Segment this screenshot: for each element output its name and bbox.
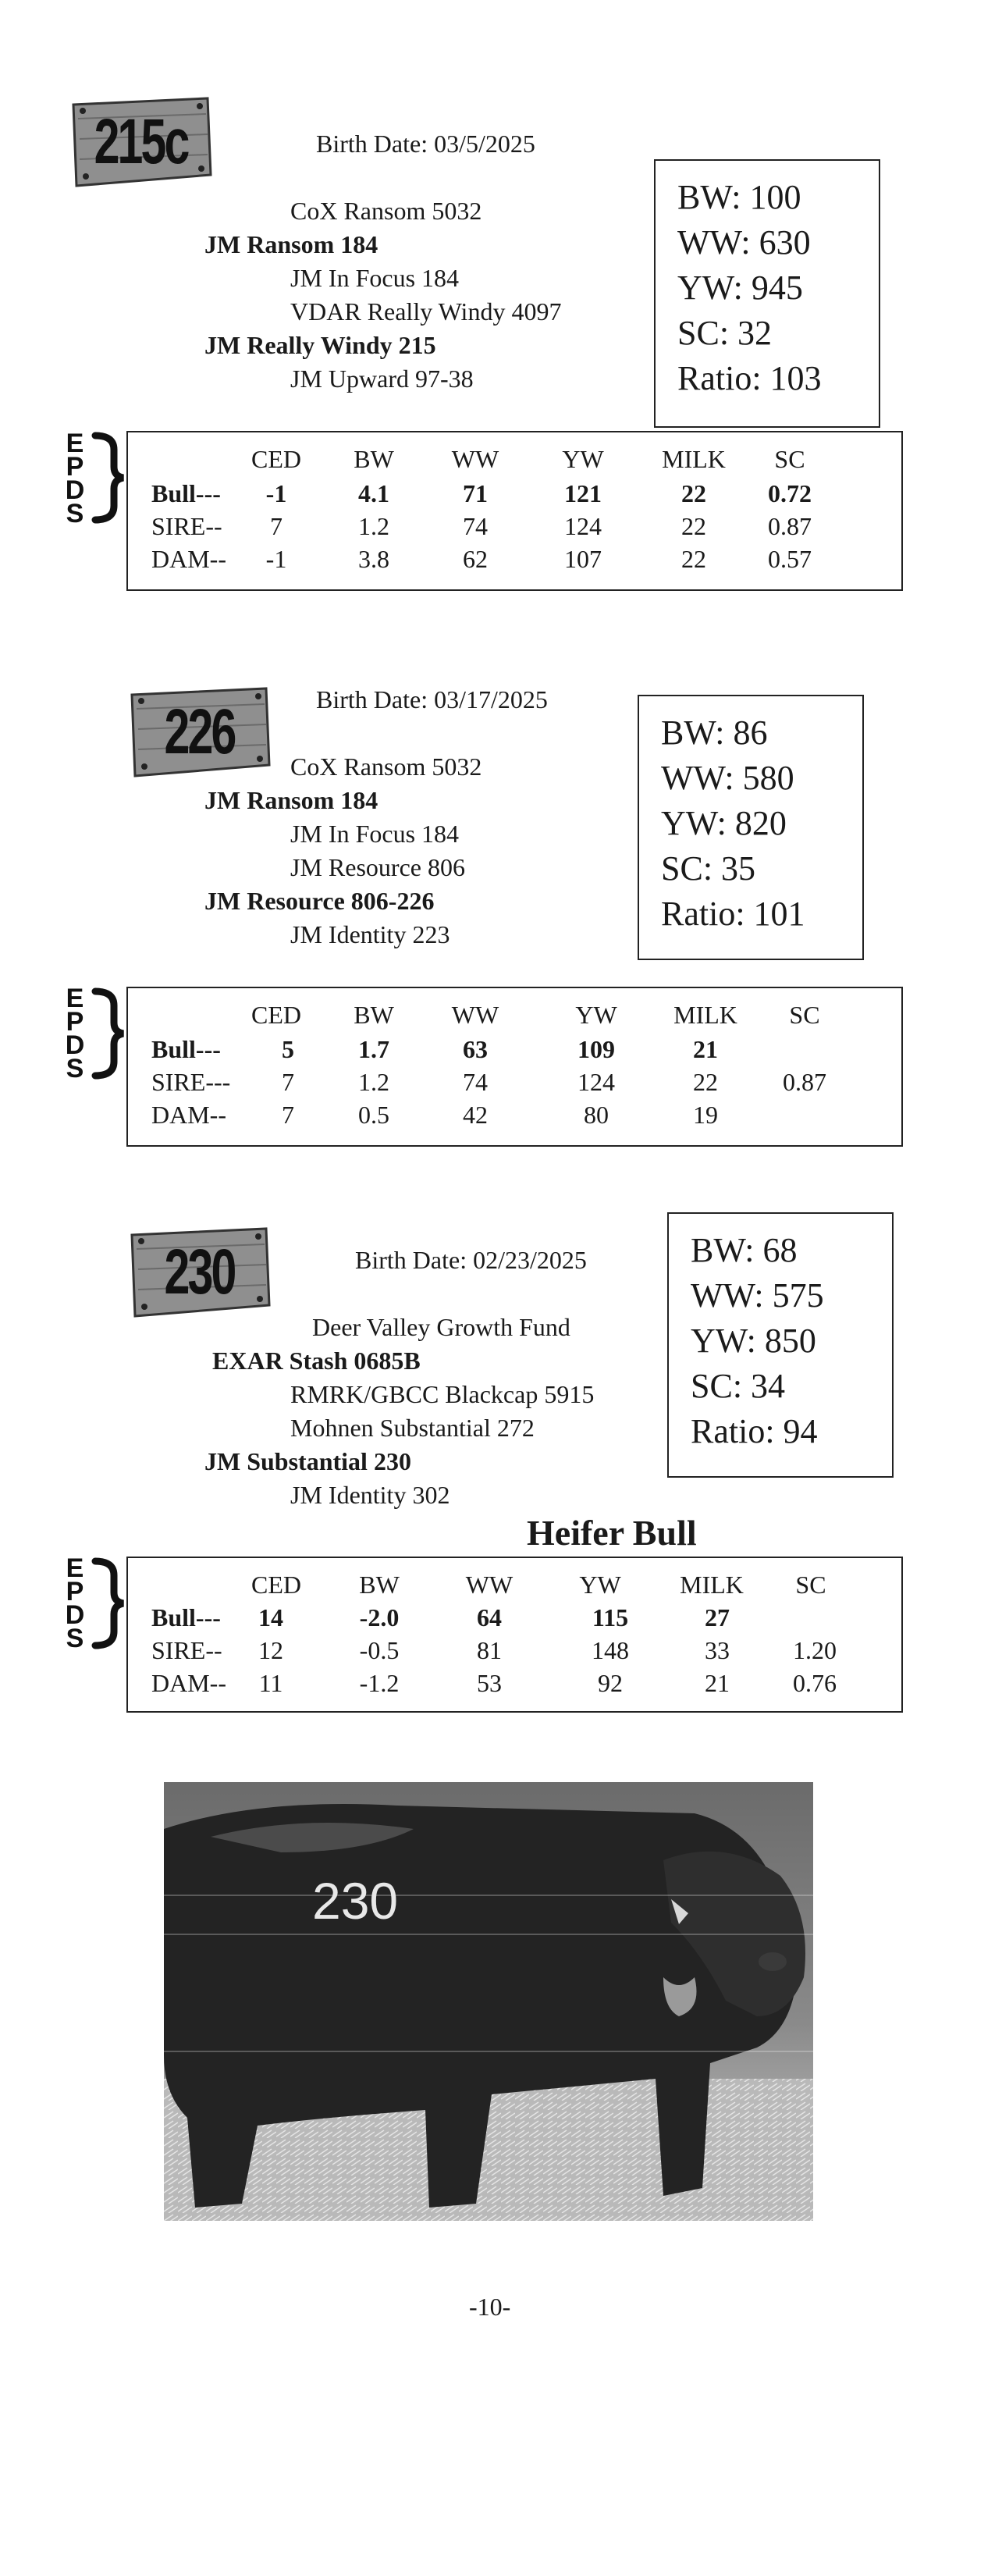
birth-date: Birth Date: 02/23/2025 [355, 1246, 587, 1274]
epd-col-ww: WW [451, 1001, 499, 1029]
pedigree-sire-dam: RMRK/GBCC Blackcap 5915 [290, 1380, 595, 1408]
pedigree-dam: JM Substantial 230 [204, 1447, 411, 1475]
epd-col-milk: MILK [680, 1571, 744, 1599]
epd-row-bull: Bull--- 14 -2.0 64 115 27 [151, 1603, 730, 1631]
epd-col-sc: SC [795, 1571, 826, 1599]
performance-stats-box [667, 1212, 894, 1478]
epds-label: E P D S [65, 429, 85, 528]
stat-bw: BW: 68 [691, 1231, 798, 1269]
epd-col-milk: MILK [673, 1001, 737, 1029]
stat-yw: YW: 850 [691, 1322, 816, 1360]
stat-ratio: Ratio: 101 [661, 895, 805, 933]
epd-col-ww: WW [465, 1571, 513, 1599]
stat-sc: SC: 34 [691, 1367, 786, 1405]
pedigree-dam-dam: JM Upward 97-38 [290, 365, 474, 393]
stat-yw: YW: 820 [661, 804, 787, 842]
performance-stats-box [654, 159, 880, 428]
epd-col-yw: YW [579, 1571, 621, 1599]
epd-col-bw: BW [359, 1571, 400, 1599]
epd-col-yw: YW [562, 445, 604, 473]
epd-header-row [128, 445, 901, 476]
pedigree-dam-sire: JM Resource 806 [290, 853, 465, 881]
heifer-bull-note: Heifer Bull [527, 1513, 697, 1553]
stat-sc: SC: 35 [661, 849, 756, 888]
epd-row-bull: Bull--- 5 1.7 63 109 21 [151, 1035, 718, 1063]
pedigree-dam: JM Really Windy 215 [204, 331, 436, 359]
pedigree-sire-sire: CoX Ransom 5032 [290, 753, 482, 781]
curly-brace-icon [91, 1557, 126, 1650]
epd-col-bw: BW [354, 445, 394, 473]
pedigree-sire: EXAR Stash 0685B [212, 1347, 421, 1375]
pedigree-dam-sire: VDAR Really Windy 4097 [290, 297, 562, 326]
pedigree-sire-sire: Deer Valley Growth Fund [312, 1313, 570, 1341]
birth-date: Birth Date: 03/5/2025 [316, 130, 535, 158]
epd-table [126, 431, 903, 591]
pedigree-sire-sire: CoX Ransom 5032 [290, 197, 482, 225]
epd-col-milk: MILK [662, 445, 726, 473]
lot-tag-number: 226 [164, 696, 235, 767]
photo-tag-number: 230 [312, 1872, 399, 1930]
epds-label: E P D S [65, 984, 85, 1083]
pedigree-dam-dam: JM Identity 302 [290, 1481, 450, 1509]
epd-table [126, 987, 903, 1147]
pedigree-dam-dam: JM Identity 223 [290, 920, 450, 948]
epd-row-sire: SIRE--- 7 1.2 74 124 22 0.87 [151, 1068, 826, 1096]
bull-photo [164, 1782, 813, 2221]
stat-sc: SC: 32 [677, 314, 773, 352]
pedigree-dam-sire: Mohnen Substantial 272 [290, 1414, 535, 1442]
stat-bw: BW: 100 [677, 178, 801, 216]
page-number: -10- [469, 2293, 511, 2321]
pedigree-sire: JM Ransom 184 [204, 230, 378, 258]
epd-col-ced: CED [251, 445, 301, 473]
lot-tag-sign [69, 95, 213, 189]
epd-header-row [128, 1001, 901, 1032]
epd-row-bull: Bull--- -1 4.1 71 121 22 0.72 [151, 479, 812, 507]
epd-col-yw: YW [575, 1001, 617, 1029]
curly-brace-icon [91, 987, 126, 1080]
epd-col-sc: SC [789, 1001, 820, 1029]
pedigree-sire-dam: JM In Focus 184 [290, 264, 460, 292]
epd-col-sc: SC [774, 445, 805, 473]
epd-row-dam: DAM-- 7 0.5 42 80 19 [151, 1101, 718, 1129]
stat-ww: WW: 575 [691, 1276, 824, 1315]
epd-col-ced: CED [251, 1001, 301, 1029]
stat-yw: YW: 945 [677, 269, 803, 307]
stat-ww: WW: 580 [661, 759, 794, 797]
lot-tag-sign [127, 685, 272, 779]
lot-tag-sign [127, 1226, 272, 1319]
epd-row-dam: DAM-- 11 -1.2 53 92 21 0.76 [151, 1669, 837, 1697]
stat-ratio: Ratio: 103 [677, 359, 822, 397]
pedigree-sire: JM Ransom 184 [204, 786, 378, 814]
epd-col-ced: CED [251, 1571, 301, 1599]
birth-date: Birth Date: 03/17/2025 [316, 685, 548, 713]
curly-brace-icon [91, 431, 126, 525]
epd-table [126, 1557, 903, 1713]
epd-header-row [128, 1571, 901, 1602]
epd-row-sire: SIRE-- 7 1.2 74 124 22 0.87 [151, 512, 812, 540]
epd-row-dam: DAM-- -1 3.8 62 107 22 0.57 [151, 545, 812, 573]
stat-bw: BW: 86 [661, 713, 768, 752]
stat-ratio: Ratio: 94 [691, 1412, 818, 1450]
pedigree-dam: JM Resource 806-226 [204, 887, 435, 915]
lot-tag-number: 230 [164, 1236, 235, 1308]
epd-col-bw: BW [354, 1001, 394, 1029]
stat-ww: WW: 630 [677, 223, 811, 262]
lot-tag-number: 215c [94, 106, 188, 177]
performance-stats-box [638, 695, 864, 960]
epds-label: E P D S [65, 1553, 85, 1653]
pedigree-sire-dam: JM In Focus 184 [290, 820, 460, 848]
epd-col-ww: WW [451, 445, 499, 473]
epd-row-sire: SIRE-- 12 -0.5 81 148 33 1.20 [151, 1636, 837, 1664]
